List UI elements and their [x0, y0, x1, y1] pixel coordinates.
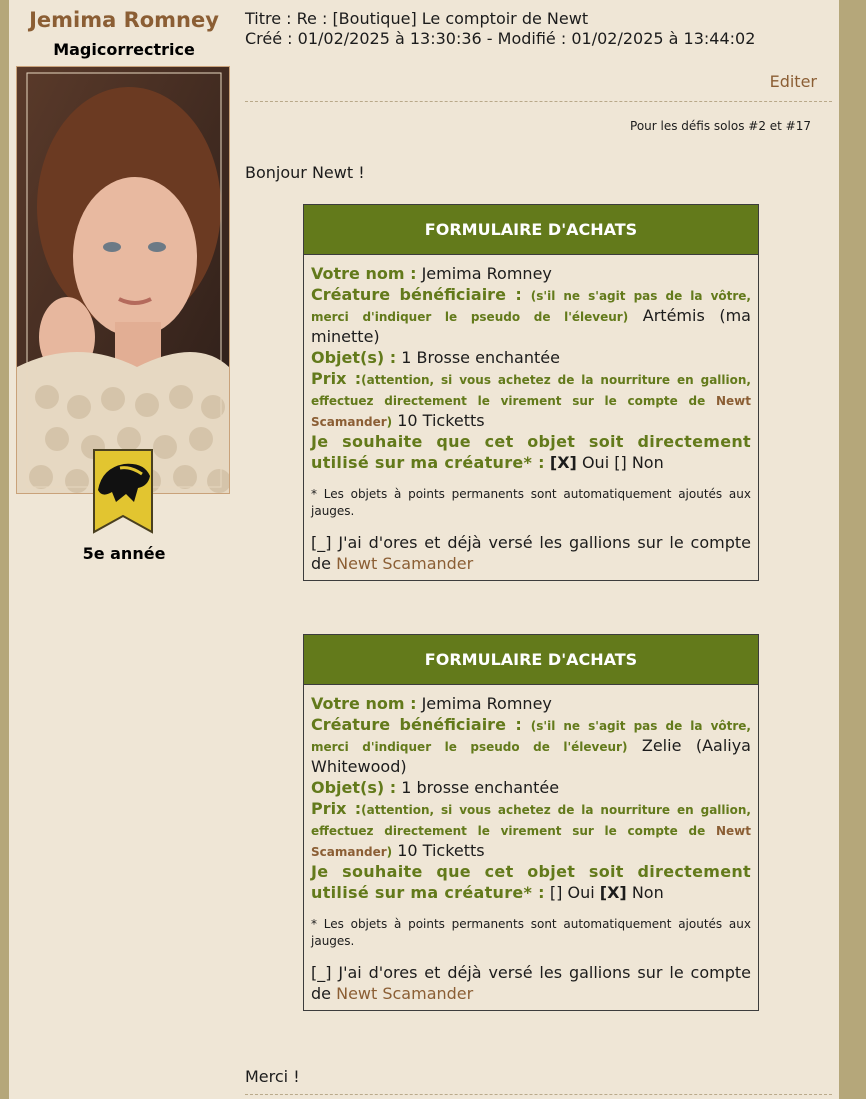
creature-label: Créature bénéficiaire : — [311, 285, 522, 304]
use-no-box: [X] — [599, 883, 627, 902]
header-divider — [245, 101, 832, 102]
use-label: Je souhaite que cet objet soit directement utilisé sur ma créature* : — [311, 862, 751, 902]
confirm-link[interactable]: Newt Scamander — [336, 984, 474, 1003]
use-yes: Oui — [581, 453, 610, 472]
post-closing: Merci ! — [245, 1067, 300, 1086]
post-greeting: Bonjour Newt ! — [245, 163, 365, 182]
avatar[interactable] — [16, 66, 230, 494]
confirm-text: [_] J'ai d'ores et déjà versé les gallions sur le compte de — [311, 963, 751, 1003]
use-yes-box: [] — [549, 883, 563, 902]
use-yes-box: [X] — [549, 453, 577, 472]
name-label: Votre nom : — [311, 264, 417, 283]
objects-label: Objet(s) : — [311, 778, 397, 797]
footnote: * Les objets à points permanents sont automatiquement ajoutés aux jauges. — [311, 917, 751, 948]
price-value: 10 Ticketts — [397, 411, 485, 430]
purchase-form-2 — [303, 634, 759, 1011]
purchase-form-1 — [303, 204, 759, 581]
post-meta — [245, 9, 805, 49]
post-dates: Créé : 01/02/2025 à 13:30:36 - Modifié : 01/02/2025 à 13:44:02 — [245, 29, 756, 48]
author-year: 5e année — [82, 544, 166, 563]
post-subnote: Pour les défis solos #2 et #17 — [630, 119, 811, 133]
price-label: Prix : — [311, 799, 362, 818]
use-yes: Oui — [567, 883, 595, 902]
footer-divider — [245, 1094, 832, 1095]
form-header: FORMULAIRE D'ACHATS — [304, 635, 758, 685]
post-title: Titre : Re : [Boutique] Le comptoir de Newt — [245, 9, 589, 28]
form-header: FORMULAIRE D'ACHATS — [304, 205, 758, 255]
objects-label: Objet(s) : — [311, 348, 397, 367]
newt-link[interactable]: Newt Scamander — [311, 394, 751, 429]
price-hint: (attention, si vous achetez de la nourriture en gallion, effectuez directement le virement sur le compte de Newt Scamander) — [311, 373, 751, 429]
objects-value: 1 brosse enchantée — [401, 778, 560, 797]
use-no: Non — [631, 453, 664, 472]
newt-link[interactable]: Newt Scamander — [311, 824, 751, 859]
price-value: 10 Ticketts — [397, 841, 485, 860]
badger-house-banner-icon — [90, 446, 156, 536]
name-value: Jemima Romney — [421, 264, 552, 283]
name-label: Votre nom : — [311, 694, 417, 713]
price-hint: (attention, si vous achetez de la nourriture en gallion, effectuez directement le virement sur le compte de Newt Scamander) — [311, 803, 751, 859]
footnote: * Les objets à points permanents sont automatiquement ajoutés aux jauges. — [311, 487, 751, 518]
creature-hint: (s'il ne s'agit pas de la vôtre, merci d'indiquer le pseudo de l'éleveur) — [311, 719, 751, 754]
confirm-link[interactable]: Newt Scamander — [336, 554, 474, 573]
author-name[interactable]: Jemima Romney — [29, 8, 219, 32]
price-label: Prix : — [311, 369, 362, 388]
use-no-box: [] — [614, 453, 627, 472]
creature-value: Zelie (Aaliya Whitewood) — [311, 736, 751, 776]
creature-label: Créature bénéficiaire : — [311, 715, 522, 734]
objects-value: 1 Brosse enchantée — [401, 348, 560, 367]
use-no: Non — [631, 883, 664, 902]
author-rank: Magicorrectrice — [53, 40, 195, 59]
edit-link[interactable]: Editer — [769, 72, 817, 91]
use-label: Je souhaite que cet objet soit directement utilisé sur ma créature* : — [311, 432, 751, 472]
creature-hint: (s'il ne s'agit pas de la vôtre, merci d'indiquer le pseudo de l'éleveur) — [311, 289, 751, 324]
confirm-text: [_] J'ai d'ores et déjà versé les gallions sur le compte de — [311, 533, 751, 573]
name-value: Jemima Romney — [421, 694, 552, 713]
creature-value: Artémis (ma minette) — [311, 306, 751, 346]
